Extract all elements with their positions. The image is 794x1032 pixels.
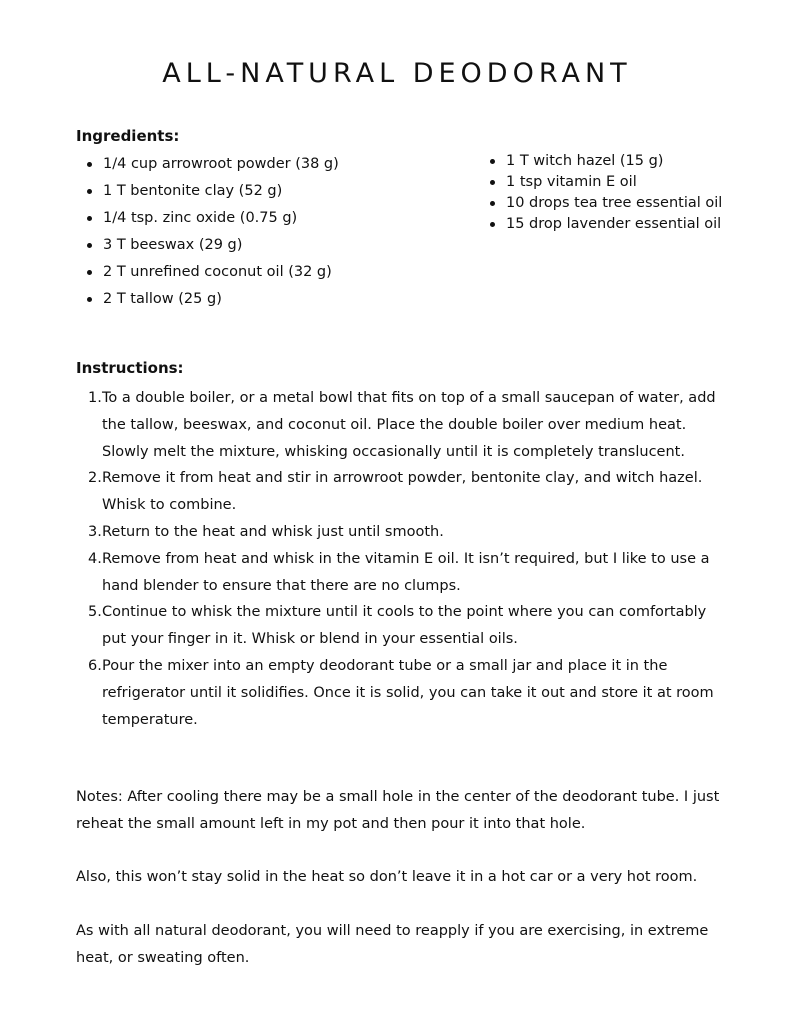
step-text: Continue to whisk the mixture until it cools to the point where you can comfortably put your finger in it. Whisk or blend in your essential oils. [102, 604, 707, 648]
step-text: Remove from heat and whisk in the vitamin E oil. It isn’t required, but I like to use a hand blender to ensure that there are no clumps. [102, 550, 710, 594]
instruction-step [76, 385, 726, 465]
instructions-heading: Instructions: [76, 359, 184, 377]
ingredient-item: 1/4 cup arrowroot powder (38 g) [87, 154, 339, 181]
ingredients-list-left [87, 154, 339, 316]
ingredient-item: 1 tsp vitamin E oil [490, 172, 722, 193]
step-text: To a double boiler, or a metal bowl that fits on top of a small saucepan of water, add the tallow, beeswax, and coconut oil. Place the double boiler over medium heat. Slowly melt the mixture, whisking occasionally until it is completely translucent. [102, 390, 716, 460]
step-text: Return to the heat and whisk just until smooth. [102, 523, 444, 540]
reapply-paragraph: As with all natural deodorant, you will need to reapply if you are exercising, in extreme heat, or sweating often. [76, 923, 709, 966]
step-number: 3. [88, 523, 102, 540]
step-text: Pour the mixer into an empty deodorant tube or a small jar and place it in the refrigerator until it solidifies. Once it is solid, you can take it out and store it at room temperature. [102, 657, 714, 728]
ingredients-list-right [490, 151, 722, 235]
ingredient-item: 10 drops tea tree essential oil [490, 193, 722, 214]
instructions-list [76, 385, 726, 733]
ingredient-item: 2 T unrefined coconut oil (32 g) [87, 262, 339, 289]
ingredients-heading: Ingredients: [76, 127, 180, 145]
instruction-step [76, 519, 726, 546]
instruction-step [76, 653, 726, 733]
step-number: 4. [88, 550, 102, 567]
page-title: ALL-NATURAL DEODORANT [162, 58, 632, 89]
ingredient-item: 15 drop lavender essential oil [490, 214, 722, 235]
heat-warning-paragraph: Also, this won’t stay solid in the heat so don’t leave it in a hot car or a very hot room. [76, 869, 698, 885]
ingredient-item: 1/4 tsp. zinc oxide (0.75 g) [87, 208, 339, 235]
instruction-step [76, 465, 726, 519]
ingredient-item: 1 T witch hazel (15 g) [490, 151, 722, 172]
step-number: 5. [88, 604, 102, 621]
instruction-step [76, 546, 726, 600]
step-number: 6. [88, 657, 102, 674]
instruction-step [76, 599, 726, 653]
ingredient-item: 1 T bentonite clay (52 g) [87, 181, 339, 208]
notes-paragraph: Notes: After cooling there may be a small hole in the center of the deodorant tube. I just reheat the small amount left in my pot and then pour it into that hole. [76, 789, 720, 832]
step-text: Remove it from heat and stir in arrowroot powder, bentonite clay, and witch hazel. Whisk to combine. [102, 470, 703, 514]
step-number: 2. [88, 470, 102, 487]
ingredient-item: 2 T tallow (25 g) [87, 289, 339, 316]
ingredient-item: 3 T beeswax (29 g) [87, 235, 339, 262]
step-number: 1. [88, 390, 102, 406]
